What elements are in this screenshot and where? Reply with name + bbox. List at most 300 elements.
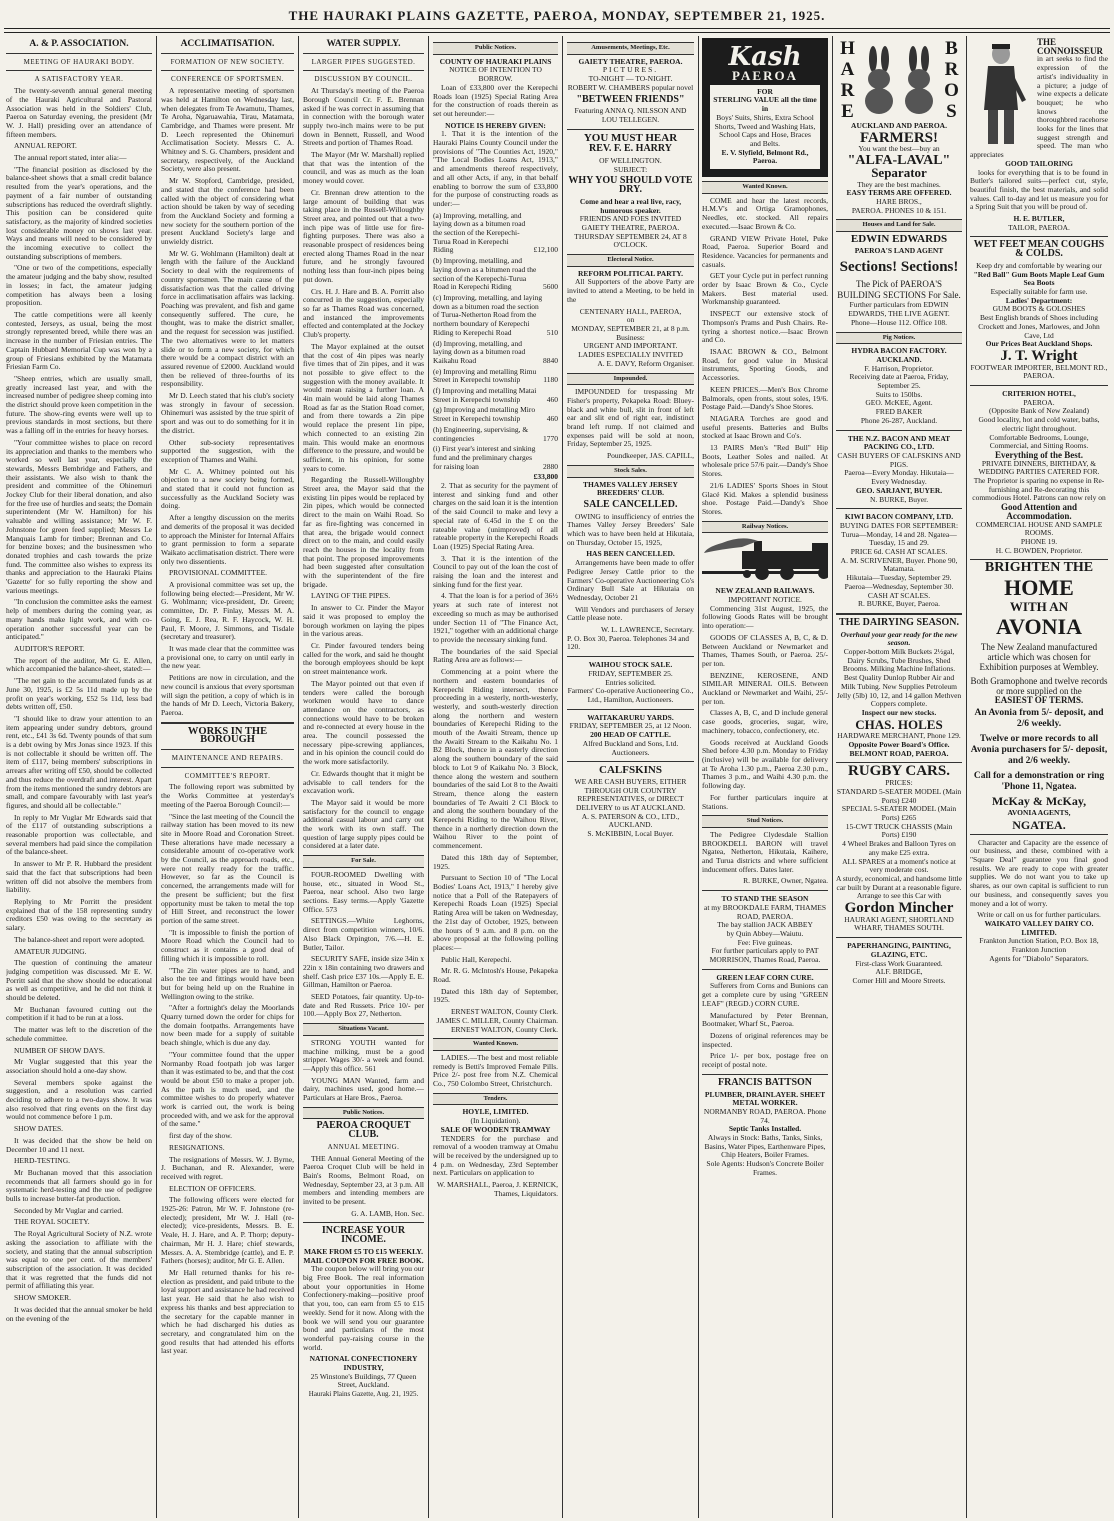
paragraph: Petitions are now in circulation, and the new council is anxious that every sportsman will sign the petition, a copy of which is in the hands of Mr D. Leech, Victoria Bakery, Paeroa. bbox=[161, 673, 294, 717]
write-call: Write or call on us for further particulars. bbox=[977, 910, 1101, 920]
paragraph: ELECTION OF OFFICERS. bbox=[169, 1183, 256, 1193]
classified-ad: SEED Potatoes, fair quantity. Up-to-date and Red Russets. Price 10/- per 100.—Apply Box 27, Netherton. bbox=[303, 992, 424, 1019]
with-an: WITH AN bbox=[1009, 599, 1069, 615]
inspect: Inspect our new stocks. bbox=[861, 707, 937, 717]
phones: PAEROA. PHONES 10 & 151. bbox=[851, 205, 947, 215]
alfred: Alfred Buckland and Sons, Ltd. Auctioneers. bbox=[582, 738, 679, 757]
paragraph: "After a fortnight's delay the Moorlands Quarry turned down the order for chips for the domain footpaths. Arrangements have now been made for a supply of suitable beach shingle, which is due any day. bbox=[161, 1003, 294, 1048]
waikato-valley: WAIKATO VALLEY DAIRY CO. LIMITED. bbox=[984, 918, 1094, 937]
nz-manufactured: The New Zealand manufactured article which was chosen for Exhibition purposes at Wembley. bbox=[979, 641, 1099, 672]
diabolo: Agents for "Diabolo" Separators. bbox=[989, 953, 1089, 963]
masthead: THE HAURAKI PLAINS GAZETTE, PAEROA, MONDAY, SEPTEMBER 21, 1925. bbox=[288, 8, 826, 23]
hauraki-agent: HAURAKI AGENT, SHORTLAND WHARF, THAMES SOUTH. bbox=[844, 914, 954, 933]
arrange: Arrange to see this Car with bbox=[856, 891, 942, 901]
paragraph: The twenty-seventh annual general meeting of the Hauraki Agricultural and Pastoral Association was held in the Soldiers' Club, Paeroa on Saturday evening, the president (Mr W. J. Hall) presiding over an attendance of fifteen members. bbox=[6, 86, 152, 139]
connoisseur-title: THE CONNOISSEUR bbox=[1037, 38, 1104, 56]
good-attention: Good Attention and Accommodation. bbox=[1000, 502, 1078, 521]
kiwi-bacon: KIWI BACON COMPANY, LTD. bbox=[844, 512, 954, 522]
waihou: WAIHOU STOCK SALE. bbox=[588, 660, 673, 670]
sturdy: A sturdy, economical, and handsome little car built by Durant at a reasonable figure. bbox=[836, 873, 962, 892]
loan-item-amount: 8840 bbox=[543, 355, 558, 365]
column-5 bbox=[567, 38, 694, 1516]
loan-item-text: (i) First year's interest and sinking fund and the preliminary charges for raising loan bbox=[433, 444, 536, 471]
article-kicker: COMMITTEE'S REPORT. bbox=[184, 771, 271, 780]
venue2: GAIETY THEATRE, PAEROA. bbox=[581, 222, 680, 232]
paragraph: The Royal Agricultural Society of N.Z. wrote asking the association to affiliate with the society, and stating that the annual subscription was equal to one per cent. of the members' subscription of the association. It was decided that it was regretted that the funds did not permit of affiliating this year. bbox=[6, 1229, 152, 1291]
butler: H. E. BUTLER, bbox=[1013, 214, 1065, 224]
column-rule bbox=[428, 36, 429, 1518]
dozens: Dozens of original references may be inspected. bbox=[702, 1030, 828, 1049]
urgent: URGENT AND IMPORTANT. bbox=[583, 341, 678, 351]
sarjant: GEO. SARJANT, BUYER. bbox=[855, 485, 943, 495]
std-model: STANDARD 5-SEATER MODEL (Main Ports) £240 bbox=[836, 786, 962, 805]
divider bbox=[161, 722, 294, 724]
divider bbox=[836, 937, 962, 938]
loan-item bbox=[433, 426, 558, 443]
section-label: For Sale. bbox=[303, 855, 424, 868]
corner: Corner Hill and Moore Streets. bbox=[852, 975, 946, 985]
classified-ad: 13 PAIRS Men's "Red Bull" Hip Boots, Leather Soles and nailed. At wholesale price 57/6 pair.—Dandy's Shoe Stores. bbox=[702, 443, 828, 479]
hoyle-title: HOYLE, LIMITED. bbox=[462, 1107, 529, 1117]
article-title: WATER SUPPLY. bbox=[326, 39, 401, 49]
overhaul: Overhaul your gear ready for the new season. bbox=[840, 629, 958, 648]
divider bbox=[567, 709, 694, 710]
farmers: FARMERS! bbox=[859, 129, 939, 146]
criterion: CRITERION HOTEL, bbox=[1002, 389, 1076, 399]
paragraph: "In conclusion the committee asks the earnest help of members during the coming year, as many hands make light work, and with co-operation another successful year can be anticipated." bbox=[6, 597, 152, 642]
paragraph: "Since the last meeting of the Council the railway station has been moved to its new site in Moore Road and Coronation Street. These alterations have made necessary a considerable amount of co-operative work by the Council, as the approach roads, etc., were not really ready for the traffic. However, so far as the Council is concerned, the arrangements made will for the present be sufficient; but the first opportunity must be taken to metal the top of Hill Street, and reconstruct the lower portion of the same street. bbox=[161, 811, 294, 925]
stand: TO STAND THE SEASON bbox=[721, 894, 809, 904]
section-label: Houses and Land for Sale. bbox=[836, 219, 962, 232]
article-body bbox=[161, 783, 294, 1356]
paragraph: Cr. Pinder favoured tenders being called for the work, and said he thought the borough employees should be kept on street maintenance work. bbox=[303, 641, 424, 677]
nz-bacon: THE N.Z. BACON AND MEAT PACKING CO., LTD. bbox=[847, 433, 951, 452]
article-title-borough: WORKS IN THE BOROUGH bbox=[187, 725, 268, 746]
good-locality: Good locality, hot and cold water, baths, electric light throughout. bbox=[978, 415, 1100, 433]
date: THURSDAY SEPTEMBER 24, AT 8 O'CLOCK. bbox=[574, 231, 687, 250]
paragraph: It was decided that the annual smoker be held on the evening of the bbox=[6, 1304, 152, 1323]
brighten: BRIGHTEN THE bbox=[984, 560, 1094, 576]
price6d: PRICE 6d. CASH AT SCALES. bbox=[850, 547, 948, 557]
paragraph: Mr Buchanan moved that this association recommends that all farmers should go in for systematic herd-testing and the use of pedigree bulls to increase butter-fat production. bbox=[6, 1167, 152, 1204]
good-tailoring: GOOD TAILORING bbox=[1005, 158, 1073, 168]
column-7 bbox=[836, 38, 962, 1516]
avonia-deposit: An Avonia from 5/- deposit, and 2/6 weekly. bbox=[974, 708, 1104, 730]
proprietor: The Proprietor is sparing no expense in Re-furnishing and Re-decorating this commodious Hotel. Patrons can now rely on bbox=[972, 476, 1106, 503]
paragraph: The resignations of Messrs. W. J. Byrne, J. Buchanan, and R. Alexander, were received with regret. bbox=[161, 1154, 294, 1181]
green-leaf: GREEN LEAF CORN CURE. bbox=[716, 972, 814, 982]
loan-item-text: (g) Improving and metalling Miro Street in Kerepechi township bbox=[433, 405, 536, 424]
friday2: FRIDAY, SEPTEMBER 25, at 12 Noon. bbox=[569, 721, 692, 731]
column-2 bbox=[161, 38, 294, 1516]
paragraph: Other sub-society representatives supported the suggestion, with the exception of Thames and Waihi. bbox=[161, 437, 294, 464]
classified-ad: SETTINGS.—White Leghorns, direct from competition winners, 10/6. Also Black Orpington, 7/6.—H. E. Butler, Tailor. bbox=[303, 916, 424, 952]
notice-signature: ERNEST WALTON, County Clerk. bbox=[450, 1007, 558, 1017]
column-rule bbox=[562, 36, 563, 1518]
divider bbox=[970, 385, 1108, 386]
divider bbox=[161, 53, 294, 54]
paragraph: "It is impossible to finish the portion of Moore Road which the Council had to construct as it contains a good deal of filling which it is impossible to roll. bbox=[161, 927, 294, 963]
paragraph: The matter was left to the discretion of the schedule committee. bbox=[6, 1025, 152, 1043]
rugby-cars: RUGBY CARS. bbox=[848, 763, 950, 780]
kash-sterling: STERLING VALUE all the time in bbox=[713, 95, 817, 114]
receiving: Receiving date at Paeroa, Friday, September 25. bbox=[849, 372, 949, 391]
loan-items bbox=[433, 212, 558, 472]
paragraph: Cr. Edwards thought that it might be advisable to call tenders for the excavation work. bbox=[303, 768, 424, 796]
burke2: R. BURKE, Buyer, Paeroa. bbox=[858, 599, 940, 609]
column-1 bbox=[6, 38, 152, 1516]
paragraph: Mr Buchanan favoured cutting out the competition if it had to be run at a loss. bbox=[6, 1004, 152, 1023]
private: PRIVATE DINNERS, BIRTHDAY, & WEDDING PARTIES CATERED FOR. bbox=[978, 458, 1100, 477]
loan-item-amount: 1180 bbox=[543, 375, 558, 385]
divider bbox=[702, 1074, 828, 1075]
article-body bbox=[303, 87, 424, 851]
speaker: REV. F. E. HARRY bbox=[589, 143, 672, 155]
arrangements: Arrangements have been made to offer Pedigree Jersey Cattle prior to the Farmers' Co-operative Auctioneering Co's Ordinary Bull Sale at Hikutaia on Wednesday, October 21 bbox=[567, 558, 694, 602]
loan-item bbox=[433, 340, 558, 366]
tramway-sign: W. MARSHALL, Paeroa, J. KERNICK, Thames, Liquidators. bbox=[436, 1180, 558, 1198]
venue: GAIETY THEATRE, PAEROA. bbox=[578, 56, 683, 66]
loan-item bbox=[433, 368, 558, 385]
footwear: FOOTWEAR IMPORTER, BELMONT RD., PAEROA. bbox=[970, 362, 1108, 381]
paeroa-every: Paeroa—Every Monday. Hikutaia—Every Wednesday. bbox=[844, 468, 954, 487]
best: They are the best machines. bbox=[857, 179, 941, 189]
our-prices: Our Prices Beat Auckland Shops. bbox=[985, 339, 1093, 349]
column-rule bbox=[298, 36, 299, 1518]
stand2: at my BROOKDALE FARM, THAMES ROAD, PAEROA. bbox=[703, 902, 827, 921]
brands: Best English brands of Shoes including Crockett and Jones, Marlowes, and John Cave, Ltd bbox=[978, 313, 1100, 340]
hare-bros: HARE BROS., bbox=[876, 196, 922, 206]
divider bbox=[970, 236, 1108, 237]
jt-wright: J. T. Wright bbox=[1000, 347, 1078, 364]
kash-slyfield: E. V. Slyfield, Belmont Rd., Paeroa. bbox=[721, 147, 809, 166]
jersey-club: THAMES VALLEY JERSEY BREEDERS' CLUB. bbox=[583, 479, 678, 498]
classified-ad: SECURITY SAFE, inside size 34in x 22in x 18in containing two drawers and shelf. Cash price £37 10s.—Apply E. E. Gillman, Hamilton or Paeroa. bbox=[303, 954, 424, 990]
wet-feet: WET FEET MEAN COUGHS & COLDS. bbox=[973, 239, 1105, 260]
paragraph: PROVISIONAL COMMITTEE. bbox=[169, 568, 268, 578]
hare-letters: HARE bbox=[837, 38, 858, 122]
paperhanging: PAPERHANGING, PAINTING, GLAZING, ETC. bbox=[847, 941, 951, 959]
rail-goods: GOODS OF CLASSES A, B, C, & D. Between Auckland or Newmarket and Thames, Thames South, or Paeroa. 25/- per ton. bbox=[702, 632, 828, 668]
column-rule bbox=[698, 36, 699, 1518]
ngatea: NGATEA. bbox=[1012, 817, 1066, 832]
paragraph: Mr W. Stopford, Cambridge, presided, and stated that the conference had been called with the object of considering what action should be taken by way of seceding from the Auckland Society and forming a new society for the southern portion of the present Auckland Society's large and unwieldy district. bbox=[161, 176, 294, 247]
cattle: 200 HEAD OF CATTLE. bbox=[590, 730, 671, 740]
friends-invited: FRIENDS AND FOES INVITED bbox=[579, 214, 682, 224]
pictures: PICTURES. bbox=[602, 65, 659, 75]
want: You want the best—buy an bbox=[858, 144, 940, 154]
paragraph: Mr Vuglar suggested that this year the association should hold a one-day show. bbox=[6, 1057, 152, 1075]
hydra2: F. Harrison, Proprietor. bbox=[864, 363, 934, 373]
divider bbox=[567, 656, 694, 657]
paragraph: 4. That the loan is for a period of 36½ years at such rate of interest not exceeding so much as may be authorised under Section 11 of "The Finance Act, 1921," together with an additional charge to provide the necessary sinking fund. bbox=[433, 591, 558, 644]
wheel-brakes: 4 Wheel Brakes and Balloon Tyres on any make £25 extra. bbox=[842, 839, 956, 857]
bowden: H. C. BOWDEN, Proprietor. bbox=[995, 545, 1083, 555]
frankton: Frankton Junction Station, P.O. Box 18, Frankton Junction bbox=[979, 936, 1099, 955]
column-rule bbox=[156, 36, 157, 1518]
paragraph: In reply to Mr Vuglar Mr Edwards said that of the £117 of outstanding subscriptions a reasonable proportion was collectable, and several members had paid since the compilation of the balance-sheet. bbox=[6, 812, 152, 857]
hoyle-subtitle: (In Liquidation). bbox=[470, 1116, 521, 1126]
waitakaruru: WAITAKARURU YARDS. bbox=[587, 712, 674, 722]
truck: 15-CWT TRUCK CHASSIS (Main Ports) £190 bbox=[845, 821, 953, 840]
loan-item-amount: 2880 bbox=[543, 461, 558, 471]
loan-item bbox=[433, 294, 558, 338]
battson: FRANCIS BATTSON bbox=[718, 1076, 812, 1088]
hall: CENTENARY HALL, PAEROA, bbox=[579, 306, 682, 316]
owing: OWING to insufficiency of entries the Thames Valley Jersey Breeders' Sale which was to have been held at Hikutaia, on Thursday, October 15, 1925, bbox=[567, 511, 694, 547]
sale-cancelled: SALE CANCELLED. bbox=[583, 498, 678, 510]
income-org: NATIONAL CONFECTIONERY INDUSTRY, bbox=[309, 1354, 418, 1373]
paragraph: Crs. H. J. Hare and B. A. Porritt also concurred in the suggestion, especially so far as Thames Road was concerned, and instanced the improvements effected and contemplated at the Jockey Club's property. bbox=[303, 286, 424, 340]
rail-benzine: BENZINE, KEROSENE, AND SIMILAR MINERAL OILS. Between Auckland or Newmarket and Waihi, 25/- per ton. bbox=[702, 670, 828, 706]
divider bbox=[836, 613, 962, 615]
rooms: Comfortable Bedrooms, Lounge, Commercial, and Sitting Rooms. bbox=[989, 432, 1089, 451]
paragraph: After a lengthy discussion on the merits and demerits of the proposal it was decided to approach the Minister for Internal Affairs to grant permission to form a separate Waikato acclimatisation district. There were only two dissentients. bbox=[161, 513, 294, 566]
divider bbox=[702, 890, 828, 891]
croquet-title: PAEROA CROQUET CLUB. bbox=[316, 1120, 411, 1141]
by: by Quin Abbey—Waiutu. bbox=[726, 928, 804, 938]
income-address: 25 Winstone's Buildings, 77 Queen Street, Auckland. bbox=[310, 1371, 417, 1390]
has-been-cancelled: HAS BEEN CANCELLED. bbox=[586, 549, 675, 559]
paragraph: At Thursday's meeting of the Paeroa Borough Council Cr. F. E. Brennan asked if he was correct in assuming that in connection with the borough water supply two-inch mains were to be put down in Bennett, Russell, and Wood Streets and portion of Thames Road. bbox=[303, 86, 424, 148]
nzr: NEW ZEALAND RAILWAYS. bbox=[715, 586, 815, 596]
divider bbox=[836, 430, 962, 431]
pick: The Pick of PAEROA'S BUILDING SECTIONS For Sale. bbox=[837, 279, 961, 301]
notice-given: NOTICE IS HEREBY GIVEN: bbox=[445, 120, 546, 130]
loan-item bbox=[433, 212, 558, 256]
further2: For further particulars apply to PAT MORRISON, Thames Road, Paeroa. bbox=[709, 946, 821, 965]
rabbit-icon bbox=[859, 45, 899, 115]
loan-item-amount: 1770 bbox=[543, 433, 558, 443]
paragraph: Mr D. Leech stated that his club's society was strongly in favour of secession. Ohinemuri was assisted by the true spirit of sport and was out to do something for it in the district. bbox=[161, 391, 294, 435]
scrivener: A. M. SCRIVENER, Buyer. Phone 90, Matamata. bbox=[840, 555, 958, 574]
paragraph: In answer to Cr. Pinder the Mayor said it was proposed to employ the borough workmen on laying the pipes in the various areas. bbox=[303, 603, 424, 639]
subject-label: SUBJECT: bbox=[613, 164, 648, 174]
kash-ad bbox=[702, 38, 828, 177]
paragraph: 2. That as security for the payment of interest and sinking fund and other charges on the said loan it is the intention of the said Council to make and levy a special rate of 6.45d in the £ on the rateable value (unimproved) of all rateable property in the Kerepechi Roads Loan (1925) Special Rating Area. bbox=[433, 481, 558, 551]
normanby: NORMANBY ROAD, PAEROA. Phone 74. bbox=[703, 1106, 827, 1125]
sole-agents: Sole Agents: Hudson's Concrete Boiler Frames. bbox=[706, 1159, 824, 1177]
weights: Suits to 150lbs. bbox=[875, 389, 923, 399]
loan-item-text: (f) Improving and metalling Matai Street in Kerepechi township bbox=[433, 386, 537, 404]
paragraph: "Sheep entries, which are usually small, greatly increased last year, and with the increased number of pedigree sheep coming into the district should prove keen competition in the future. The show-ring events were well up to previous standards in most sections, but there was a falling off in the entries for heavy horses. bbox=[6, 373, 152, 436]
both: Both Gramophone and twelve records or more supplied on the bbox=[970, 675, 1108, 696]
section-label: Wanted Known. bbox=[433, 1038, 558, 1051]
article-subtitle: MEETING OF HAURAKI BODY. bbox=[23, 57, 135, 66]
paragraph: The Mayor said it would be more satisfactory for the council to engage additional casual labour and carry out the work with its own staff. The question of large supply pipes could be considered at a later date. bbox=[303, 797, 424, 851]
commercial: COMMERCIAL HOUSE AND SAMPLE ROOMS. bbox=[975, 519, 1103, 538]
classified-ad: INSPECT our extensive stock of Thompson's Prams and Push Chairs. Re-tyring a shortest notice.—Isaac Brown and Co. bbox=[702, 309, 828, 345]
croquet-kicker: ANNUAL MEETING. bbox=[327, 1142, 400, 1151]
chas-holes: CHAS. HOLES bbox=[855, 716, 943, 732]
loan-item-text: (c) Improving, metalling, and laying down as a bitumen road the section of Turua-Netherton Road from the northern boundary of Kerepechi Riding to Kerepechi Road bbox=[433, 292, 543, 337]
calfskins: CALFSKINS bbox=[599, 764, 662, 777]
divider bbox=[6, 53, 152, 54]
loan-item-text: (d) Improving, metalling, and laying down as a bitumen road Kaikahu Road bbox=[433, 338, 526, 365]
column-4 bbox=[433, 38, 558, 1516]
section-label: Public Notices. bbox=[303, 1107, 424, 1120]
notice-subtitle: NOTICE OF INTENTION TO BORROW. bbox=[449, 65, 542, 84]
divider bbox=[303, 53, 424, 54]
red-ball: "Red Ball" Gum Boots Maple Leaf Gum Sea Boots bbox=[973, 269, 1105, 288]
loan-item-amount: 460 bbox=[546, 414, 558, 424]
baker: FRED BAKER bbox=[875, 407, 923, 417]
rail-further: For further particulars inquire at Stations. bbox=[702, 792, 828, 811]
septic: Septic Tanks Installed. bbox=[728, 1124, 802, 1134]
prices-label: PRICES: bbox=[885, 778, 913, 788]
ladies-invited: LADIES ESPECIALLY INVITED bbox=[578, 350, 683, 360]
column-8 bbox=[970, 38, 1108, 1516]
plumber: PLUMBER, DRAINLAYER. SHEET METAL WORKER. bbox=[704, 1089, 826, 1108]
divider bbox=[303, 70, 424, 71]
classified-ad: GET your Cycle put in perfect running order by Isaac Brown & Co., Cycle Makers. Best material used. Workmanship guaranteed. bbox=[702, 271, 828, 307]
article-subtitle: MAINTENANCE AND REPAIRS. bbox=[171, 754, 284, 763]
lawrence: W. L. LAWRENCE, Secretary. bbox=[601, 625, 694, 635]
separator: Separator bbox=[871, 164, 927, 180]
paragraph: NUMBER OF SHOW DAYS. bbox=[14, 1045, 105, 1055]
income-body: The coupon below will bring you our big Free Book. The real information about your opportunities in Home Confectionery-making—positive proof that you, too, can earn from £5 to £15 weekly. Send for it now. Along with the book we will send you our guarantee bond and particulars of the most wonderful pay-raising course in the world. bbox=[303, 1264, 424, 1352]
first-class: First-class Work Guaranteed. bbox=[855, 958, 943, 968]
classified-ad: GRAND VIEW Private Hotel, Puke Road, Paeroa. Superior Board and Residence. Vacancies for permanents and casuals. bbox=[702, 233, 828, 269]
ad-ladies: LADIES.—The best and most reliable remedy is Betti's Improved Female Pills. Price 2/- post free from N.Z. Chemical Co., 750 Colombo Street, Christchurch. bbox=[433, 1052, 558, 1089]
notice-para: 1. That it is the intention of the Hauraki Plains County Council under the provisions of "The Counties Act, 1920," "The Local Bodies Loans Act, 1913," and amendments thereof respectively, and all other Acts, if any, in that behalf enabling to borrow the sum of £33,800 for the purpose of constructing roads as under:— bbox=[433, 129, 558, 208]
paragraph: The annual report stated, inter alia:— bbox=[14, 153, 127, 163]
burke: N. BURKE, Buyer. bbox=[869, 494, 929, 504]
paragraph: Pursuant to Section 10 of "The Local Bodies' Loans Act, 1913," I hereby give notice that a Poll of the Ratepayers of Kerepechi Roads Loan (1925) Special Rating Area will be taken on Wednesday, the 21st day of October, 1925, between the hours of 9 a.m. and 8 p.m. on the above proposal at the following polling places:— bbox=[433, 873, 558, 952]
buying: BUYING DATES FOR SEPTEMBER: bbox=[839, 520, 959, 530]
paragraph: Seconded by Mr Vuglar and carried. bbox=[14, 1205, 123, 1215]
paragraph: The balance-sheet and report were adopted. bbox=[14, 934, 145, 944]
fee: Fee: Five guineas. bbox=[737, 937, 793, 947]
divider bbox=[567, 761, 694, 762]
spares: ALL SPARES at a moment's notice at very moderate cost. bbox=[842, 856, 956, 875]
easy-terms: EASY TERMS ARE OFFERED. bbox=[846, 188, 952, 198]
paragraph: AUDITOR'S REPORT. bbox=[14, 644, 85, 653]
section-label: Stock Sales. bbox=[567, 465, 694, 478]
paragraph: THE ROYAL SOCIETY. bbox=[14, 1217, 90, 1227]
divider bbox=[6, 70, 152, 71]
section-label: Amusements, Meetings, Etc. bbox=[567, 42, 694, 55]
paragraph: AMATEUR JUDGING. bbox=[14, 946, 87, 956]
entries: Entries solicited. bbox=[605, 677, 656, 687]
come-hear: Come and hear a real live, racy, humorous speaker. bbox=[579, 196, 682, 215]
article-kicker: CONFERENCE OF SPORTSMEN. bbox=[171, 75, 284, 84]
avonia-agents: AVONIA AGENTS, bbox=[1007, 808, 1071, 818]
opposite-bank: (Opposite Bank of New Zealand) bbox=[989, 406, 1089, 416]
article-title: A. & P. ASSOCIATION. bbox=[29, 39, 129, 49]
mckibbin: S. McKIBBIN, Local Buyer. bbox=[587, 829, 674, 839]
turua: Turua—Monday, 14 and 28. Ngatea—Tuesday, 15 and 29. bbox=[841, 529, 957, 548]
featuring: Featuring ANNA Q. NILSSON AND LOU TELLEGEN. bbox=[574, 106, 687, 124]
column-rule bbox=[966, 36, 967, 1518]
paragraph: The following report was submitted by the Works Committee at yesterday's meeting of the Paeroa Borough Council:— bbox=[161, 782, 294, 809]
loan-item-text: (b) Improving, metalling, and laying down as a bitumen road the section of the Kerepechi-Turua Road in Kerepechi Riding bbox=[433, 256, 537, 292]
tailoring-text: looks for everything that is to be found in Butler's tailored suits—perfect cut, style, beautiful finish, the best materials, and solid values. Call to-day and let us measure you for a Spring Suit that you will be proud of. bbox=[970, 167, 1108, 212]
paragraph: SHOW DATES. bbox=[14, 1124, 64, 1134]
further: Further particulars from EDWIN EDWARDS, THE LIVE AGENT. bbox=[848, 300, 950, 319]
hardware: HARDWARE MERCHANT, Phone 129. bbox=[837, 731, 961, 741]
phone3: Phone 26-287, Auckland. bbox=[860, 415, 938, 425]
phone2: Phone—House 112. Office 108. bbox=[850, 317, 948, 327]
notice-signature: ERNEST WALTON, County Clerk. bbox=[450, 1024, 558, 1034]
business: Business: bbox=[616, 332, 645, 342]
alf-bridge: ALF. BRIDGE, bbox=[875, 967, 923, 977]
paragraph: "The net gain to the accumulated funds as at June 30, 1925, is £2 5s 11d made up by the profit on year's working, £52 5s 11d, less bad debts written off, £50. bbox=[6, 676, 152, 712]
column-rule bbox=[832, 36, 833, 1518]
income-title: INCREASE YOUR INCOME. bbox=[321, 1225, 406, 1246]
paragraph: SHOW SMOKER. bbox=[14, 1293, 71, 1303]
vendors: Will Vendors and purchasers of Jersey Cattle please note. bbox=[567, 604, 694, 623]
croquet-sign: G. A. LAMB, Hon. Sec. bbox=[351, 1208, 424, 1218]
sections: Sections! Sections! bbox=[839, 259, 959, 276]
paragraph: Mr. R. G. McIntosh's House, Pekapeka Road. bbox=[433, 966, 558, 985]
classified-ad: KEEN PRICES.—Men's Box Chrome Balmorals, open fronts, stout soles, 19/6. Postage Paid.—Dandy's Shoe Stores. bbox=[702, 384, 828, 412]
reform: REFORM POLITICAL PARTY. bbox=[578, 268, 683, 278]
paragraph: The report of the auditor, Mr G. E. Allen, which accompanied the balance-sheet, stated:— bbox=[6, 655, 152, 674]
gentleman-illustration bbox=[970, 40, 1032, 148]
speaker-from: OF WELLINGTON. bbox=[599, 156, 662, 166]
buyers: WE ARE CASH BUYERS, EITHER THROUGH OUR COUNTRY REPRESENTATIVES, or DIRECT DELIVERY to us AT AUCKLAND. bbox=[574, 776, 687, 813]
notice-body bbox=[433, 482, 558, 1005]
loan-item-amount: 5600 bbox=[543, 282, 558, 292]
paragraph: "Your committee found that the upper Normanby Road footpath job was larger than it was estimated to be, and that the cost would be about £50 to make a proper job. As the path is much used, and the committee wishes to do properly whatever work is carried out, the work is being proceeded with, and we ask for the approval of the same." bbox=[161, 1049, 294, 1129]
masthead-rule bbox=[4, 28, 1110, 29]
loan-total: £33,800 bbox=[533, 472, 558, 482]
paragraph: It was decided that the show be held on December 10 and 11 next. bbox=[6, 1135, 152, 1154]
article-subtitle: FORMATION OF NEW SOCIETY. bbox=[170, 57, 285, 66]
paragraph: LAYING OF THE PIPES. bbox=[311, 591, 391, 601]
connoisseur-text: in art seeks to find the expression of the artist's individuality in a picture; a judge of wine expects a delicate bouquet; he who knows the thoroughbred racehorse looks for the lines that suggest strength and speed. The man who appreciates bbox=[970, 54, 1108, 160]
on: on bbox=[626, 315, 635, 325]
divider bbox=[161, 767, 294, 768]
paragraph: HERD-TESTING. bbox=[14, 1156, 71, 1166]
tramway-title: SALE OF WOODEN TRAMWAY bbox=[440, 1124, 551, 1134]
loan-item-text: (e) Improving and metalling Rimu Street in Kerepechi township bbox=[433, 366, 537, 385]
hikutaia: Hikutaia—Tuesday, September 29. Paeroa—Wednesday, September 30. bbox=[844, 573, 954, 591]
keep-dry: Keep dry and comfortable by wearing our bbox=[976, 260, 1102, 270]
loan-item bbox=[433, 406, 558, 423]
section-label: Public Notices. bbox=[433, 42, 558, 55]
classified-ad: FOUR-ROOMED Dwelling with house, etc., situated in Wood St., Paeroa, near school. Also two large sections. Easy terms.—Apply 'Gazette Office. 573 bbox=[303, 869, 424, 914]
paragraph: RESIGNATIONS. bbox=[169, 1142, 225, 1152]
spec-model: SPECIAL 5-SEATER MODEL (Main Ports) £265 bbox=[841, 804, 957, 822]
ladies-dept: Ladies' Department: bbox=[1005, 295, 1073, 305]
paragraph: Dated this 18th day of September, 1925. bbox=[433, 852, 558, 871]
loan-item bbox=[433, 257, 558, 292]
author: ROBERT W. CHAMBERS popular novel bbox=[567, 82, 694, 92]
loan-item-amount: £12,100 bbox=[533, 245, 558, 255]
especially: Especially suitable for farm use. bbox=[990, 286, 1088, 296]
alfa-laval: "ALFA-LAVAL" bbox=[847, 153, 951, 169]
copper: Copper-bottom Milk Buckets 2½gal, Dairy Scrubs, Tube Brushes, Shed Brooms. Milking Machine Inflations. Best Quality Dunlop Rubber Air and Milk Tubing. New Supplies Petroleum Jelly (5lb) 10, 12, and 14 gallon Methven Coppers complete. bbox=[836, 647, 962, 709]
paragraph: Mr Hall returned thanks for his re-election as president, and paid tribute to the loyal support and assistance he had received last year. He said that he also wish to express his thanks and best appreciation to the secretary for the capable manner in which he had discharged his duties as secretary, and congratulated him on the good results that had attended his efforts last year. bbox=[161, 1268, 294, 1356]
section-label: Wanted Known. bbox=[702, 181, 828, 194]
you-must-hear: YOU MUST HEAR bbox=[583, 131, 678, 144]
classifieds bbox=[303, 855, 424, 1119]
land-agent: PAEROA'S LAND AGENT bbox=[854, 245, 944, 255]
paragraph: In answer to Mr P. R. Hubbard the president said that the fact that subscriptions had been written off did not absolve the members from liability. bbox=[6, 859, 152, 895]
paragraph: "Your committee wishes to place on record its appreciation and thanks to the members who worked so well last year, especially the stewards, Messrs Bembridge and Fathers, and their assistants. We also wish to thank the president and committee of the Ohinemuri Jockey Club for their liberal donation, and also for the free use of hurdles and seats; the Domain superintendent (Mr W. Hamilton) for his valuable and willing assistance; Mr W. F. Johnstone for green feed supplied; Messrs Le Manquais Lamb for timber; Brennan and Co. for benzine boxes; and the businessmen who donated trophies and cash towards the prize fund. The committee also wishes to express its thanks and appreciation to the Hauraki Plains 'Gazette' for so fully reporting the show and various meetings. bbox=[6, 437, 152, 595]
paragraph: A representative meeting of sportsmen was held at Hamilton on Wednesday last, when delegates from Te Awamutu, Thames, Te Aroha, Ngaruawahia, Tirau, Matamata, Cambridge, and Thames were present. Mr D. Leech represented the Ohinemuri Acclimatisation Society. Messrs C. A. Whitney and S. G. Chambers, president and secretary, respectively, of the Auckland Society, were also present. bbox=[161, 86, 294, 174]
paragraph: The question of continuing the amateur judging competition was discussed. Mr E. W. Porritt said that the show should be educational as well as competitive, and he did not think it should be deleted. bbox=[6, 958, 152, 1003]
supporters: All Supporters of the above Party are invited to attend a Meeting, to be held in the bbox=[567, 277, 694, 304]
paragraph: The following officers were elected for 1925-26: Patron, Mr W. F. Johnstone (re-elected); president, Mr W. J. Hall (re-elected); vice-presidents, Messrs. B. E. Veale, H. J. Hare, and A. P. Thorp; deputy-chairman, Mr H. J. Hare; chief stewards, Messrs. A. A. Stembridge (cattle), and E. P. Fathers (horses); auditor, Mr G. E. Allen. bbox=[161, 1195, 294, 1266]
classified-ad: ISAAC BROWN & CO., Belmont Road, for good value in Musical instruments, Sporting Goods, and Accessories. bbox=[702, 346, 828, 383]
call-demonstration: Call for a demonstration or ring 'Phone 11, Ngatea. bbox=[973, 771, 1105, 793]
home: HOME bbox=[1004, 575, 1074, 601]
loan-item bbox=[433, 445, 558, 471]
friday: FRIDAY, SEPTEMBER 25. bbox=[588, 668, 673, 678]
